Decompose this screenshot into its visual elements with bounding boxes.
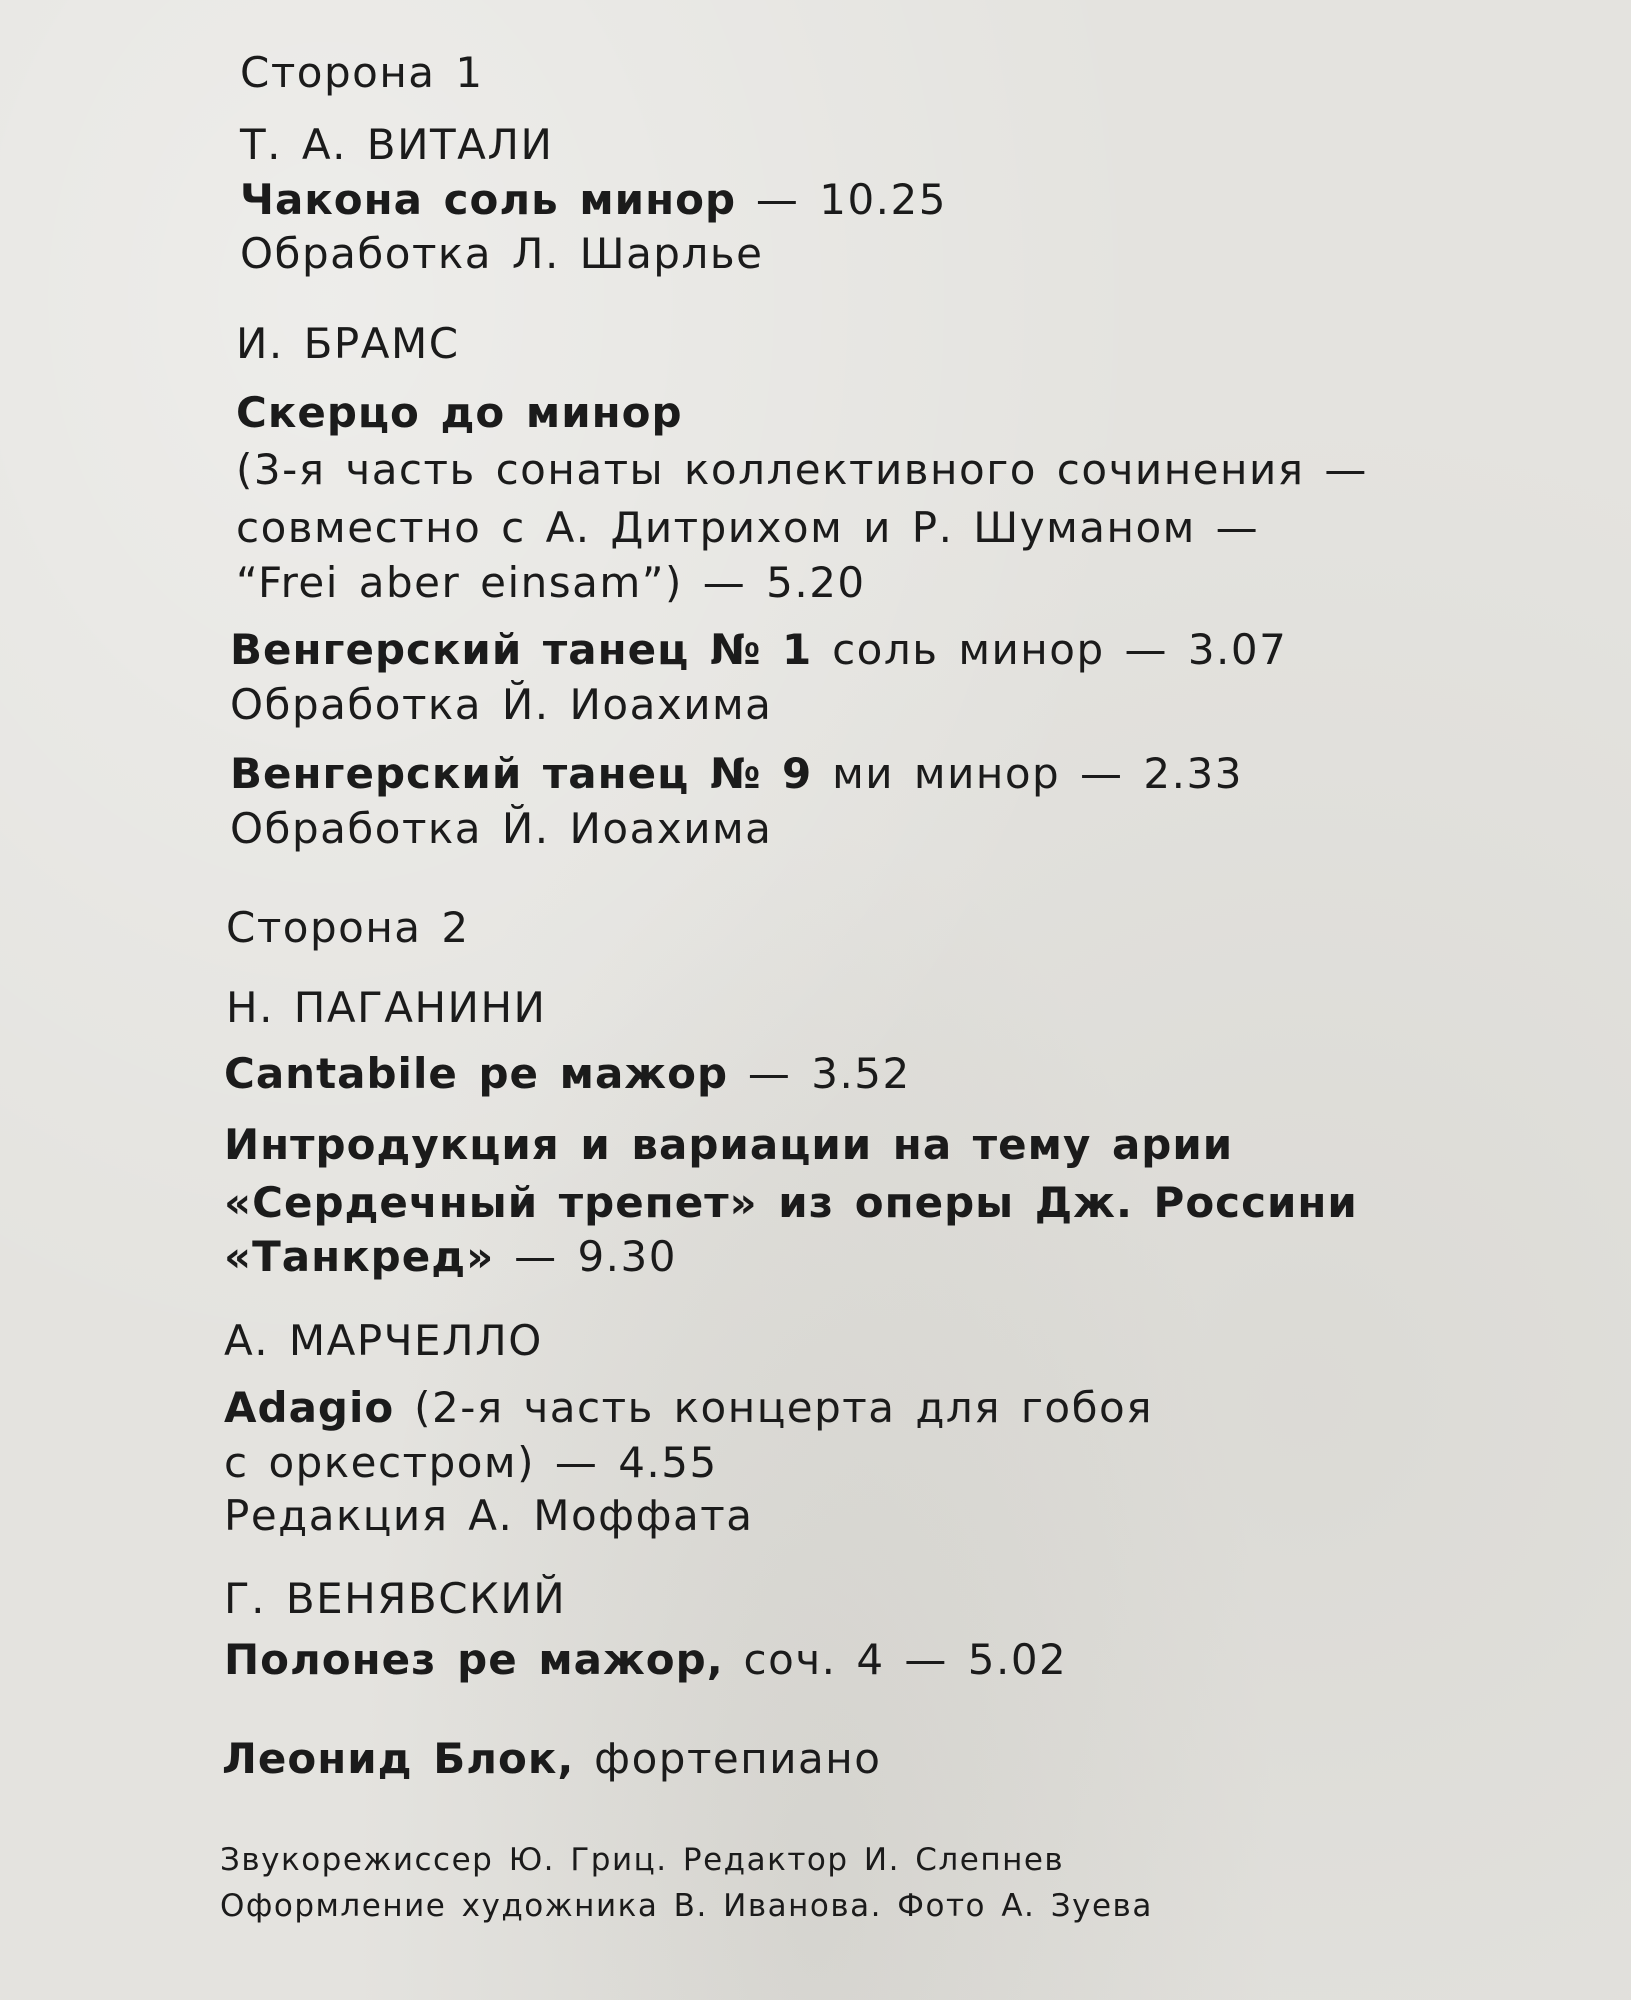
arrangement-joachim-1: Обработка Й. Иоахима (230, 680, 773, 729)
arrangement-joachim-9: Обработка Й. Иоахима (230, 804, 773, 853)
composer-paganini: Н. ПАГАНИНИ (226, 983, 547, 1032)
side-2-label: Сторона 2 (226, 903, 470, 952)
track-title: Венгерский танец № 9 (230, 749, 813, 798)
track-hungarian-dance-1 (230, 622, 1287, 678)
scherzo-note-line-1: (3-я часть сонаты коллективного сочинения — (236, 445, 1368, 494)
arrangement-charlier: Обработка Л. Шарлье (240, 229, 764, 278)
opera-title: «Танкред» (224, 1232, 495, 1281)
composer-brahms: И. БРАМС (236, 319, 460, 368)
track-title: Cantabile ре мажор (224, 1049, 729, 1098)
performer-name: Леонид Блок, (222, 1734, 575, 1783)
track-duration: — 3.52 (747, 1049, 911, 1098)
credits-line-1: Звукорежиссер Ю. Гриц. Редактор И. Слепнев (220, 1842, 1065, 1878)
track-key-duration: ми минор — 2.33 (832, 749, 1243, 798)
track-duration: — 10.25 (755, 175, 947, 224)
track-duration: — 9.30 (514, 1232, 677, 1281)
track-cantabile (224, 1046, 911, 1102)
performer (222, 1731, 881, 1787)
scherzo-note-line-2: совместно с А. Дитрихом и Р. Шуманом — (236, 503, 1260, 552)
composer-vitali: Т. А. ВИТАЛИ (240, 120, 554, 169)
track-note: (2-я часть концерта для гобоя (414, 1383, 1153, 1432)
track-introduction-line-1: Интродукция и вариации на тему арии (224, 1120, 1234, 1169)
track-title: Венгерский танец № 1 (230, 625, 813, 674)
credits-line-2: Оформление художника В. Иванова. Фото А. Зуева (220, 1888, 1153, 1924)
track-scherzo-title: Скерцо до минор (236, 388, 683, 437)
track-chaconne (240, 172, 947, 228)
track-polonaise (224, 1632, 1067, 1688)
track-title: Adagio (224, 1383, 395, 1432)
composer-wieniawski: Г. ВЕНЯВСКИЙ (224, 1574, 567, 1623)
track-adagio-line-1 (224, 1380, 1153, 1436)
track-introduction-line-3 (224, 1229, 677, 1285)
track-opus-duration: соч. 4 — 5.02 (743, 1635, 1068, 1684)
side-1-label: Сторона 1 (240, 48, 484, 97)
track-hungarian-dance-9 (230, 746, 1243, 802)
performer-instrument: фортепиано (594, 1734, 882, 1783)
edition-moffat: Редакция А. Моффата (224, 1491, 754, 1540)
track-introduction-line-2: «Сердечный трепет» из оперы Дж. Россини (224, 1178, 1358, 1227)
track-title: Чакона соль минор (240, 175, 737, 224)
track-title: Полонез ре мажор, (224, 1635, 724, 1684)
scherzo-note-line-3: “Frei aber einsam”) — 5.20 (236, 558, 866, 607)
composer-marcello: А. МАРЧЕЛЛО (224, 1316, 543, 1365)
track-adagio-line-2: с оркестром) — 4.55 (224, 1438, 718, 1487)
track-key-duration: соль минор — 3.07 (832, 625, 1288, 674)
